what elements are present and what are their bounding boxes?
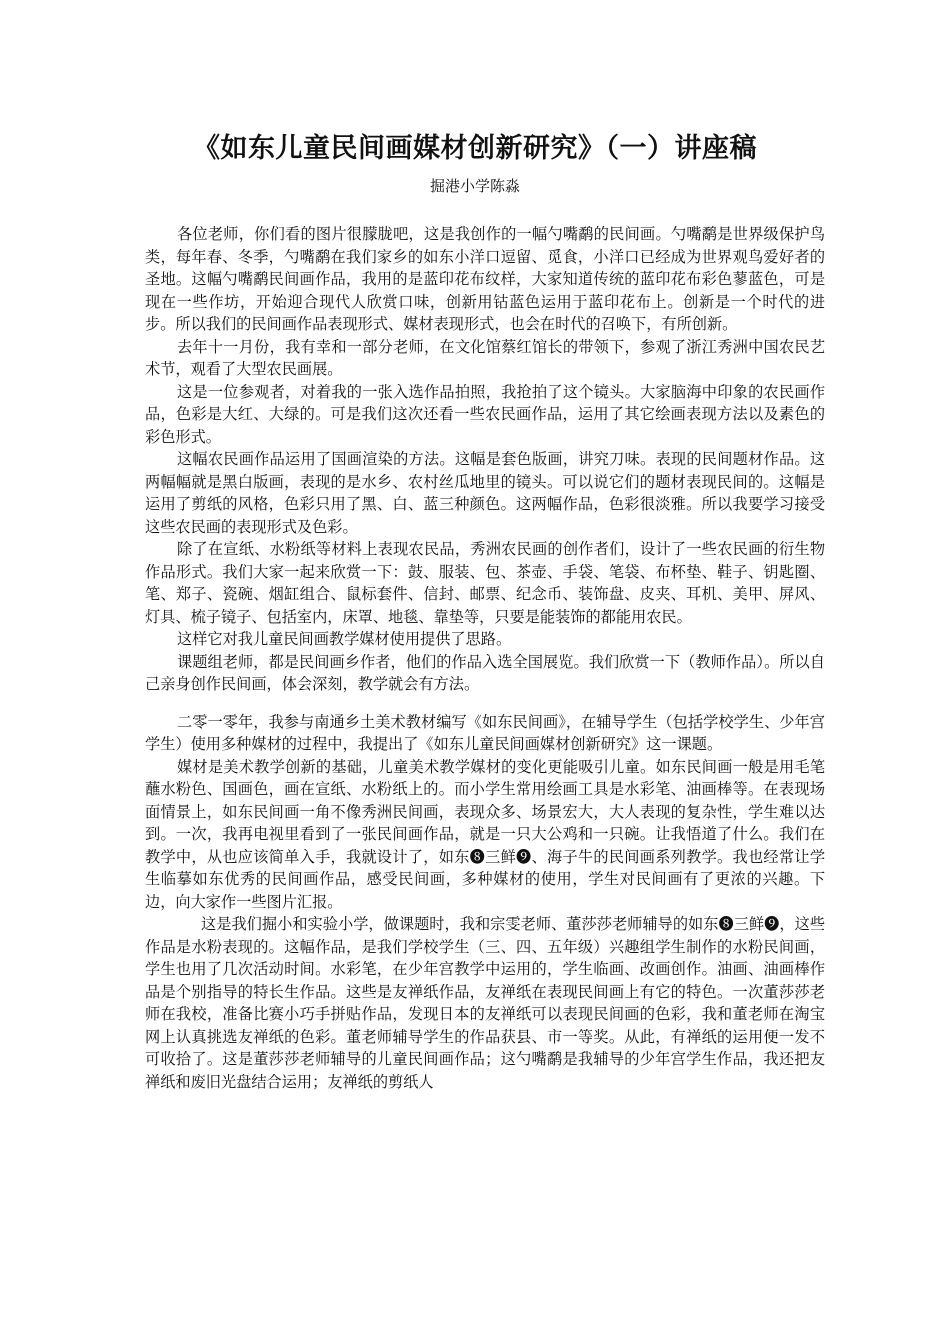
document-title: 《如东儿童民间画媒材创新研究》（一）讲座稿	[193, 133, 757, 164]
paragraph: 这幅农民画作品运用了国画渲染的方法。这幅是套色版画，讲究刀味。表现的民间题材作品。这两幅幅就是黑白版画，表现的是水乡、农村丝瓜地里的镜头。可以说它们的题材表现民间的。这幅是运用了剪纸的风格，色彩只用了黑、白、蓝三种颜色。这两幅作品，色彩很淡雅。所以我要学习接受这些农民画的表现形式及色彩。	[145, 450, 825, 536]
paragraph: 各位老师，你们看的图片很朦胧吧，这是我创作的一幅勺嘴鹬的民间画。勺嘴鹬是世界级保护鸟类，每年春、冬季，勺嘴鹬在我们家乡的如东小洋口逗留、觅食，小洋口已经成为世界观鸟爱好者的圣地。这幅勺嘴鹬民间画作品，我用的是蓝印花布纹样，大家知道传统的蓝印花布彩色蓼蓝色，可是现在一些作坊，开始迎合现代人欣赏口味，创新用钴蓝色运用于蓝印花布上。创新是一个时代的进步。所以我们的民间画作品表现形式、媒材表现形式，也会在时代的召唤下，有所创新。	[145, 225, 825, 333]
paragraph: 媒材是美术教学创新的基础，儿童美术教学媒材的变化更能吸引儿童。如东民间画一般是用毛笔蘸水粉色、国画色，画在宣纸、水粉纸上的。而小学生常用绘画工具是水彩笔、油画棒等。在表现场面情景上，如东民间画一角不像秀洲民间画，表现众多、场景宏大，大人表现的复杂性，学生难以达到。一次，我再电视里看到了一张民间画作品，就是一只大公鸡和一只碗。让我悟道了什么。我们在教学中，从也应该简单入手，我就设计了，如东❽三鲜❾、海子牛的民间画系列教学。我也经常让学生临摹如东优秀的民间画作品，感受民间画，多种媒材的使用，学生对民间画有了更浓的兴趣。下边，向大家作一些图片汇报。	[145, 757, 825, 911]
paragraph: 除了在宣纸、水粉纸等材料上表现农民品，秀洲农民画的创作者们，设计了一些农民画的衍生物作品形式。我们大家一起来欣赏一下：鼓、服装、包、茶壶、手袋、笔袋、布杯垫、鞋子、钥匙圈、笔、郑子、瓷碗、烟缸组合、鼠标套件、信封、邮票、纪念币、装饰盘、皮夹、耳机、美甲、屏风、灯具、梳子镜子、包括室内，床罩、地毯、靠垫等，只要是能装饰的都能用农民。	[145, 540, 825, 626]
paragraph: 去年十一月份，我有幸和一部分老师，在文化馆蔡红馆长的带领下，参观了浙江秀洲中国农民艺术节，观看了大型农民画展。	[145, 337, 825, 378]
document-body	[145, 223, 825, 1093]
paragraph: 课题组老师，都是民间画乡作者，他们的作品入选全国展览。我们欣赏一下（教师作品）。所以自己亲身创作民间画，体会深刻，教学就会有方法。	[145, 652, 825, 693]
paragraph: 这是一位参观者，对着我的一张入选作品拍照，我抢拍了这个镜头。大家脑海中印象的农民画作品，色彩是大红、大绿的。可是我们这次还看一些农民画作品，运用了其它绘画表现方法以及素色的彩色形式。	[145, 382, 825, 446]
author-line: 掘港小学陈淼	[429, 177, 520, 195]
paragraph: 这样它对我儿童民间画教学媒材使用提供了思路。	[177, 630, 512, 648]
paragraph: 这是我们掘小和实验小学，做课题时，我和宗雯老师、董莎莎老师辅导的如东❽三鲜❾，这些作品是水粉表现的。这幅作品，是我们学校学生（三、四、五年级）兴趣组学生制作的水粉民间画，学生也用了几次活动时间。水彩笔，在少年宫教学中运用的，学生临画、改画创作。油画、油画棒作品是个别指导的特长生作品。这些是友禅纸作品，友禅纸在表现民间画上有它的特色。一次董莎莎老师在我校，准备比赛小巧手拼贴作品，发现日本的友禅纸可以表现民间画的色彩，我和董老师在淘宝网上认真挑选友禅纸的色彩。董老师辅导学生的作品获县、市一等奖。从此，有禅纸的运用便一发不可收拾了。这是董莎莎老师辅导的儿童民间画作品；这勺嘴鹬是我辅导的少年宫学生作品，我还把友禅纸和废旧光盘结合运用；友禅纸的剪纸人	[145, 915, 825, 1091]
paragraph: 二零一零年，我参与南通乡土美术教材编写《如东民间画》，在辅导学生（包括学校学生、少年宫学生）使用多种媒材的过程中，我提出了《如东儿童民间画媒材创新研究》这一课题。	[145, 712, 825, 753]
